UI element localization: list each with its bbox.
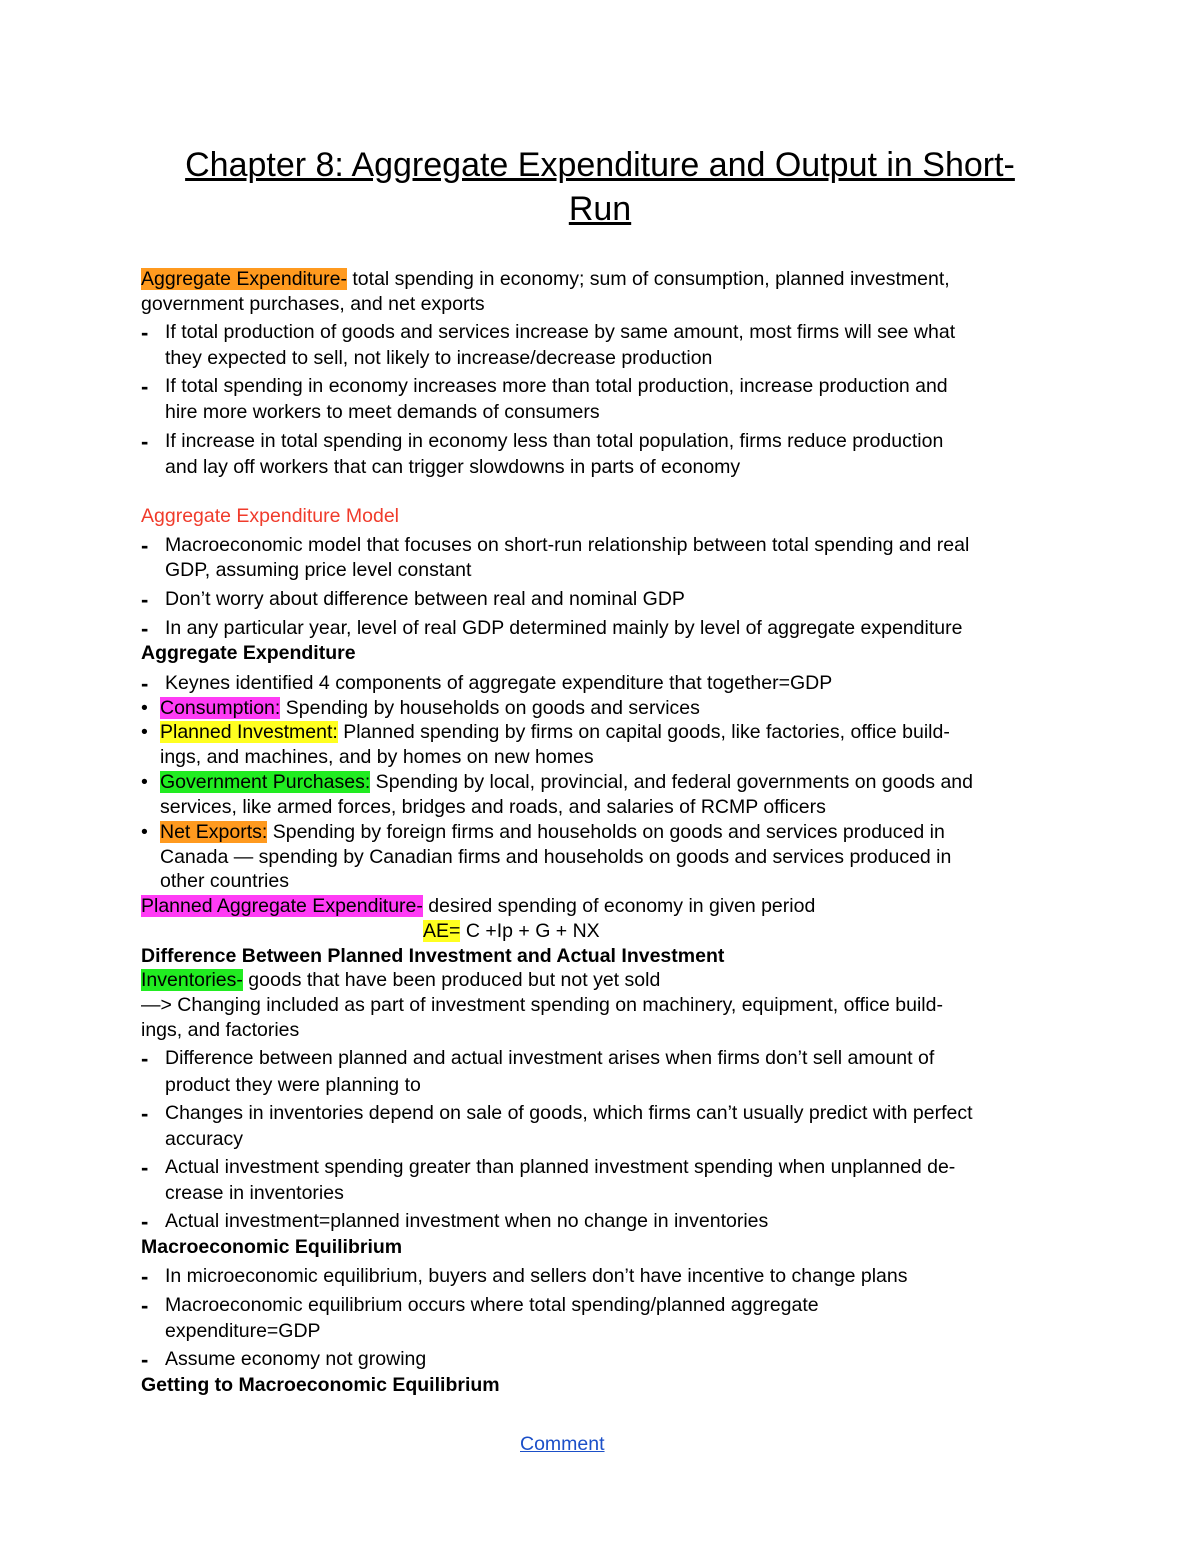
definition-text: Spending by households on goods and services bbox=[280, 697, 700, 719]
dash-bullet: - bbox=[141, 1264, 149, 1289]
dot-bullet: • bbox=[141, 771, 148, 793]
comment-link[interactable]: Comment bbox=[520, 1433, 605, 1455]
definition-text: Planned spending by firms on capital goods, like factories, office build- bbox=[337, 721, 950, 743]
dot-bullet: • bbox=[141, 721, 148, 743]
list-item: Don’t worry about difference between real and nominal GDP bbox=[165, 588, 685, 610]
arrow-note: —> Changing included as part of investment spending on machinery, equipment, office build- bbox=[141, 994, 943, 1016]
dash-bullet: - bbox=[141, 1347, 149, 1372]
definition-text: goods that have been produced but not yet sold bbox=[242, 969, 661, 991]
section-heading-macro-equilibrium: Macroeconomic Equilibrium bbox=[141, 1236, 403, 1258]
component-planned-investment bbox=[160, 720, 950, 745]
term-consumption: Consumption: bbox=[160, 697, 281, 719]
component-government-purchases bbox=[160, 770, 973, 795]
formula-term: AE= bbox=[423, 920, 461, 942]
section-heading-ae-model: Aggregate Expenditure Model bbox=[141, 505, 400, 527]
dot-bullet: • bbox=[141, 697, 148, 719]
definition-planned-aggregate-expenditure bbox=[141, 894, 815, 919]
title-line-2: Run bbox=[568, 190, 632, 228]
list-item: Macroeconomic equilibrium occurs where total spending/planned aggregate bbox=[165, 1294, 819, 1316]
list-item-continuation: they expected to sell, not likely to increase/decrease production bbox=[165, 347, 713, 369]
term-government-purchases: Government Purchases: bbox=[160, 771, 371, 793]
list-item: Keynes identified 4 components of aggregate expenditure that together=GDP bbox=[165, 672, 833, 694]
definition-text: Spending by foreign firms and households on goods and services produced in bbox=[267, 821, 945, 843]
dash-bullet: - bbox=[141, 429, 149, 454]
dot-bullet: • bbox=[141, 821, 148, 843]
list-item-continuation: GDP, assuming price level constant bbox=[165, 559, 472, 581]
dash-bullet: - bbox=[141, 1155, 149, 1180]
definition-continuation: ings, and machines, and by homes on new homes bbox=[160, 746, 594, 768]
list-item: If increase in total spending in economy less than total population, firms reduce production bbox=[165, 430, 944, 452]
list-item-continuation: crease in inventories bbox=[165, 1182, 344, 1204]
dash-bullet: - bbox=[141, 616, 149, 641]
list-item-continuation: accuracy bbox=[165, 1128, 244, 1150]
list-item: Difference between planned and actual investment arises when firms don’t sell amount of bbox=[165, 1047, 935, 1069]
list-item: In microeconomic equilibrium, buyers and sellers don’t have incentive to change plans bbox=[165, 1265, 908, 1287]
title-line-1: Chapter 8: Aggregate Expenditure and Output in Short- bbox=[185, 146, 1015, 184]
dash-bullet: - bbox=[141, 671, 149, 696]
list-item: Changes in inventories depend on sale of goods, which firms can’t usually predict with perfect bbox=[165, 1102, 973, 1124]
list-item: Actual investment spending greater than planned investment spending when unplanned de- bbox=[165, 1156, 956, 1178]
definition-inventories bbox=[141, 968, 660, 993]
section-heading-getting-to-equilibrium: Getting to Macroeconomic Equilibrium bbox=[141, 1374, 500, 1396]
definition-text: desired spending of economy in given period bbox=[422, 895, 816, 917]
definition-continuation: Canada — spending by Canadian firms and households on goods and services produced in bbox=[160, 846, 952, 868]
section-heading-aggregate-expenditure: Aggregate Expenditure bbox=[141, 642, 356, 664]
definition-aggregate-expenditure bbox=[141, 267, 950, 292]
term-net-exports: Net Exports: bbox=[160, 821, 268, 843]
list-item: If total production of goods and services increase by same amount, most firms will see what bbox=[165, 321, 956, 343]
list-item-continuation: and lay off workers that can trigger slowdowns in parts of economy bbox=[165, 456, 741, 478]
list-item: Assume economy not growing bbox=[165, 1348, 427, 1370]
dash-bullet: - bbox=[141, 1101, 149, 1126]
definition-continuation: government purchases, and net exports bbox=[141, 293, 485, 315]
ae-formula bbox=[423, 919, 600, 944]
dash-bullet: - bbox=[141, 587, 149, 612]
section-heading-planned-vs-actual: Difference Between Planned Investment and Actual Investment bbox=[141, 945, 725, 967]
component-consumption bbox=[160, 696, 700, 721]
definition-text: Spending by local, provincial, and federal governments on goods and bbox=[370, 771, 973, 793]
term-planned-investment: Planned Investment: bbox=[160, 721, 338, 743]
list-item-continuation: hire more workers to meet demands of consumers bbox=[165, 401, 600, 423]
definition-text: total spending in economy; sum of consumption, planned investment, bbox=[346, 268, 950, 290]
dash-bullet: - bbox=[141, 320, 149, 345]
list-item: Macroeconomic model that focuses on short-run relationship between total spending and real bbox=[165, 534, 970, 556]
term-inventories: Inventories- bbox=[141, 969, 243, 991]
page-title bbox=[140, 143, 1060, 231]
component-net-exports bbox=[160, 820, 945, 845]
dash-bullet: - bbox=[141, 533, 149, 558]
arrow-note-continuation: ings, and factories bbox=[141, 1019, 300, 1041]
term-planned-aggregate-expenditure: Planned Aggregate Expenditure- bbox=[141, 895, 423, 917]
formula-expression: C +Ip + G + NX bbox=[460, 920, 600, 942]
list-item: Actual investment=planned investment when no change in inventories bbox=[165, 1210, 769, 1232]
list-item-continuation: expenditure=GDP bbox=[165, 1320, 321, 1342]
dash-bullet: - bbox=[141, 1209, 149, 1234]
definition-continuation: other countries bbox=[160, 870, 289, 892]
list-item: If total spending in economy increases more than total production, increase production and bbox=[165, 375, 948, 397]
dash-bullet: - bbox=[141, 374, 149, 399]
list-item: In any particular year, level of real GDP determined mainly by level of aggregate expenditure bbox=[165, 617, 963, 639]
dash-bullet: - bbox=[141, 1046, 149, 1071]
definition-continuation: services, like armed forces, bridges and roads, and salaries of RCMP officers bbox=[160, 796, 826, 818]
list-item-continuation: product they were planning to bbox=[165, 1074, 421, 1096]
term-aggregate-expenditure: Aggregate Expenditure- bbox=[141, 268, 347, 290]
dash-bullet: - bbox=[141, 1293, 149, 1318]
